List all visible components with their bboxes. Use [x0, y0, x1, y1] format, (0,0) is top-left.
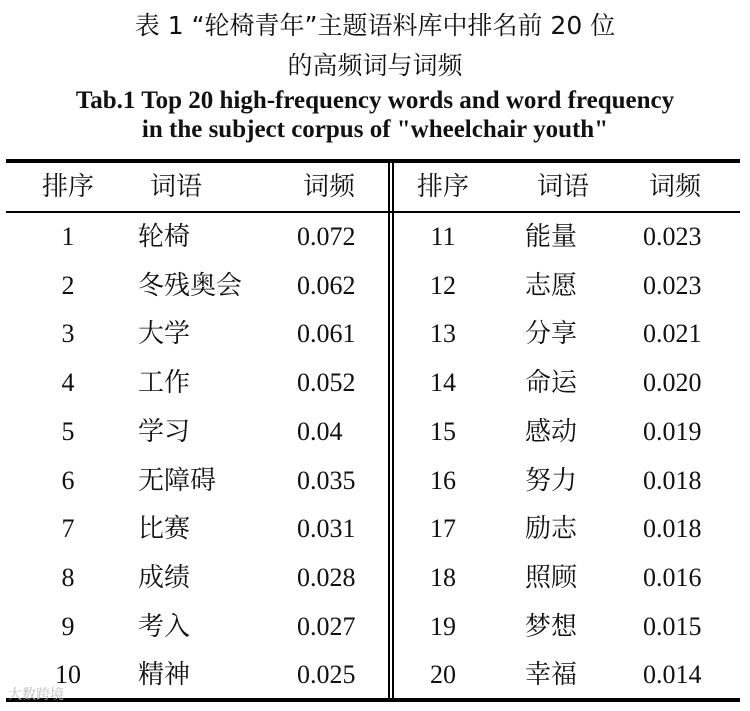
frequency-cell: 0.023	[643, 222, 702, 251]
table-caption-zh-line2: 的高频词与词频	[287, 51, 463, 80]
rank-cell: 20	[430, 660, 456, 690]
word-cell: 命运	[525, 368, 578, 399]
frequency-cell: 0.020	[643, 368, 702, 398]
frequency-cell: 0.031	[297, 514, 356, 544]
frequency-cell: 0.014	[643, 660, 702, 690]
word-cell: 幸福	[525, 660, 578, 691]
frequency-cell: 0.023	[643, 270, 702, 300]
rank-cell: 3	[61, 319, 75, 349]
rank-cell: 9	[61, 611, 75, 641]
frequency-cell: 0.04	[297, 416, 343, 446]
frequency-cell: 0.025	[297, 660, 356, 690]
frequency-cell: 0.035	[297, 465, 356, 495]
word-cell: 工作	[138, 368, 191, 399]
word-cell: 比赛	[138, 514, 191, 545]
header-word: 词语	[149, 172, 202, 202]
rank-cell: 12	[430, 270, 456, 300]
frequency-cell: 0.019	[643, 416, 702, 446]
rank-cell: 4	[61, 368, 75, 398]
frequency-cell: 0.016	[643, 562, 702, 592]
rank-cell: 1	[61, 222, 75, 251]
table-caption-en-line2: in the subject corpus of "wheelchair youth"	[141, 116, 609, 143]
frequency-cell: 0.021	[643, 319, 702, 349]
bottom-rule	[6, 698, 740, 702]
frequency-cell: 0.062	[297, 270, 356, 300]
header-freq: 词频	[302, 172, 355, 202]
rank-cell: 10	[55, 660, 81, 690]
word-cell: 精神	[138, 660, 191, 691]
word-cell: 学习	[138, 416, 191, 447]
rank-cell: 11	[430, 222, 456, 251]
rank-cell: 16	[430, 465, 456, 495]
header-rank: 排序	[41, 172, 94, 202]
watermark: 大数跨境	[8, 687, 64, 703]
word-cell: 励志	[525, 514, 578, 545]
rank-cell: 6	[61, 465, 75, 495]
rank-cell: 18	[430, 562, 456, 592]
word-cell: 成绩	[138, 562, 191, 593]
word-cell: 无障碍	[138, 465, 217, 496]
word-cell: 照顾	[525, 562, 578, 593]
table-caption-en-line1: Tab.1 Top 20 high-frequency words and word frequency	[75, 87, 675, 114]
frequency-cell: 0.061	[297, 319, 356, 349]
header-word: 词语	[536, 172, 589, 202]
rank-cell: 13	[430, 319, 456, 349]
rank-cell: 7	[61, 514, 75, 544]
frequency-cell: 0.072	[297, 222, 356, 251]
header-rule	[6, 211, 740, 213]
rank-cell: 14	[430, 368, 456, 398]
rank-cell: 8	[61, 562, 75, 592]
word-cell: 努力	[525, 465, 578, 496]
header-rank: 排序	[416, 172, 469, 202]
rank-cell: 15	[430, 416, 456, 446]
word-cell: 梦想	[525, 611, 578, 642]
rank-cell: 17	[430, 514, 456, 544]
top-rule	[6, 159, 740, 163]
word-cell: 轮椅	[138, 222, 191, 252]
column-divider	[392, 163, 394, 698]
frequency-cell: 0.052	[297, 368, 356, 398]
frequency-cell: 0.015	[643, 611, 702, 641]
word-cell: 大学	[138, 319, 191, 350]
header-freq: 词频	[648, 172, 701, 202]
word-cell: 考入	[138, 611, 191, 642]
word-cell: 分享	[525, 319, 578, 350]
word-cell: 冬残奥会	[138, 270, 243, 301]
word-cell: 能量	[525, 222, 578, 252]
rank-cell: 5	[61, 416, 75, 446]
frequency-cell: 0.018	[643, 465, 702, 495]
frequency-cell: 0.027	[297, 611, 356, 641]
word-cell: 志愿	[525, 270, 578, 301]
rank-cell: 2	[61, 270, 75, 300]
table-caption-zh-line1: 表 1 “轮椅青年”主题语料库中排名前 20 位	[134, 11, 616, 40]
frequency-cell: 0.018	[643, 514, 702, 544]
word-cell: 感动	[525, 416, 578, 447]
frequency-cell: 0.028	[297, 562, 356, 592]
column-divider	[388, 163, 390, 698]
rank-cell: 19	[430, 611, 456, 641]
